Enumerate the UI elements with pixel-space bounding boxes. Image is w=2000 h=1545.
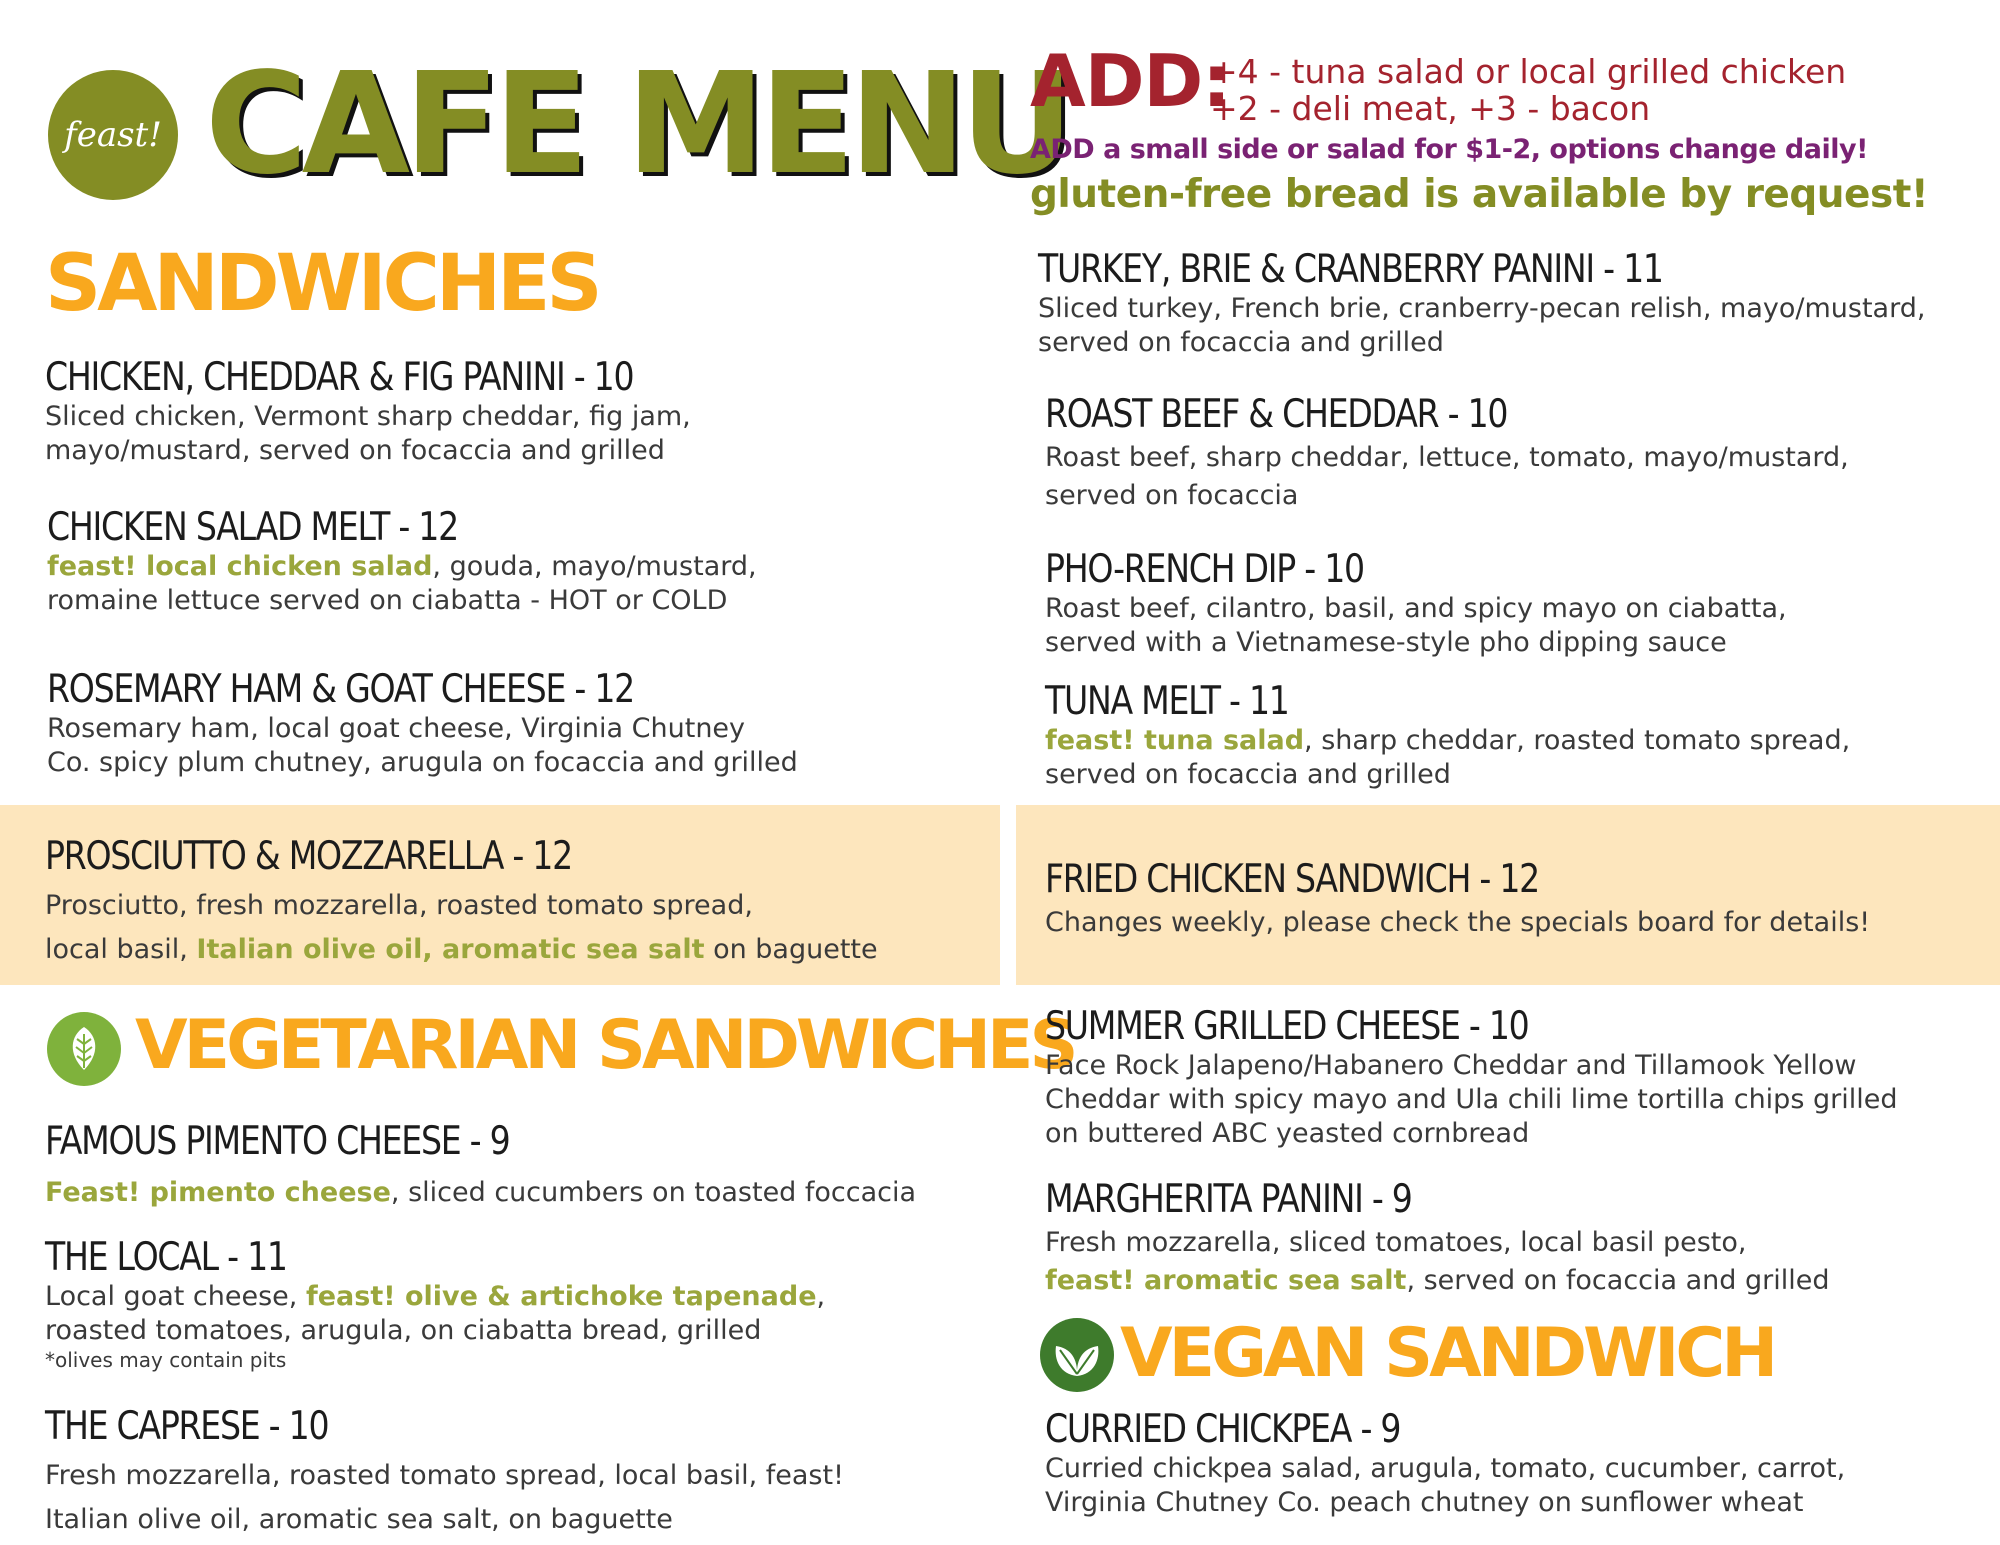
item-desc-text: , sliced cucumbers on toasted foccacia (390, 1177, 917, 1208)
item-desc-line: served on focaccia (1045, 480, 1299, 511)
menu-item-rosemary-ham (47, 668, 798, 780)
item-highlight: feast! local chicken salad (47, 551, 433, 582)
item-desc-line (45, 933, 878, 967)
item-desc-line (45, 1280, 825, 1314)
vegan-heading: VEGAN SANDWICH (1120, 1314, 1775, 1393)
menu-item-pho-rench-dip (1045, 548, 1787, 660)
sandwiches-heading: SANDWICHES (45, 239, 599, 329)
item-name: FRIED CHICKEN SANDWICH - 12 (1045, 857, 1539, 902)
item-desc-line: Sliced chicken, Vermont sharp cheddar, fig jam, (45, 401, 691, 432)
leaves-icon (1040, 1318, 1114, 1392)
item-desc-line: on buttered ABC yeasted cornbread (1045, 1118, 1530, 1149)
add-option-line-1: +4 - tuna salad or local grilled chicken (1210, 52, 1847, 91)
item-desc-line: Curried chickpea salad, arugula, tomato, cucumber, carrot, (1045, 1453, 1846, 1484)
item-highlight: feast! aromatic sea salt (1045, 1265, 1407, 1296)
item-desc-text: Local goat cheese, (45, 1281, 306, 1312)
item-name: PHO-RENCH DIP - 10 (1045, 547, 1364, 592)
menu-item-chicken-salad-melt (47, 506, 757, 618)
menu-item-curried-chickpea (1045, 1408, 1845, 1520)
item-desc-line: Virginia Chutney Co. peach chutney on sunflower wheat (1045, 1487, 1804, 1518)
item-desc-line (47, 550, 757, 584)
menu-item-margherita-panini (1045, 1178, 1830, 1298)
item-name: CHICKEN SALAD MELT - 12 (47, 505, 458, 550)
item-name: CHICKEN, CHEDDAR & FIG PANINI - 10 (45, 355, 634, 400)
item-desc-line: Fresh mozzarella, roasted tomato spread, local basil, feast! (45, 1460, 844, 1491)
item-desc-line: served with a Vietnamese-style pho dipping sauce (1045, 627, 1727, 658)
item-desc-line: served on focaccia and grilled (1045, 759, 1451, 790)
item-desc-text: , sharp cheddar, roasted tomato spread, (1304, 725, 1851, 756)
item-desc-line (1045, 724, 1850, 758)
item-desc-line: Italian olive oil, aromatic sea salt, on baguette (45, 1504, 673, 1535)
item-highlight: Feast! pimento cheese (45, 1177, 391, 1208)
item-name: MARGHERITA PANINI - 9 (1045, 1177, 1412, 1222)
item-highlight: feast! tuna salad (1045, 725, 1305, 756)
item-name: TURKEY, BRIE & CRANBERRY PANINI - 11 (1038, 247, 1663, 292)
item-name: PROSCIUTTO & MOZZARELLA - 12 (45, 834, 572, 879)
gluten-free-note: gluten-free bread is available by request! (1030, 172, 1929, 217)
item-name: THE CAPRESE - 10 (45, 1404, 329, 1449)
item-name: SUMMER GRILLED CHEESE - 10 (1045, 1004, 1529, 1049)
item-name: ROSEMARY HAM & GOAT CHEESE - 12 (47, 667, 634, 712)
item-footnote: *olives may contain pits (45, 1348, 287, 1372)
item-desc-line: roasted tomatoes, arugula, on ciabatta bread, grilled (45, 1315, 762, 1346)
item-desc-text: local basil, (45, 934, 197, 965)
add-heading: ADD: (1030, 39, 1231, 123)
item-desc-line: Co. spicy plum chutney, arugula on focaccia and grilled (47, 747, 798, 778)
menu-item-tuna-melt (1045, 680, 1850, 792)
item-desc-text: , served on focaccia and grilled (1406, 1265, 1830, 1296)
menu-item-turkey-brie (1038, 248, 1925, 360)
item-desc-line: Fresh mozzarella, sliced tomatoes, local basil pesto, (1045, 1227, 1747, 1258)
item-highlight: feast! olive & artichoke tapenade (305, 1281, 817, 1312)
item-desc-line: Cheddar with spicy mayo and Ula chili lime tortilla chips grilled (1045, 1084, 1898, 1115)
menu-item-the-caprese (45, 1405, 844, 1537)
item-name: THE LOCAL - 11 (45, 1235, 287, 1280)
leaf-icon (47, 1012, 121, 1086)
item-desc-line: served on focaccia and grilled (1038, 327, 1444, 358)
item-highlight: Italian olive oil, aromatic sea salt (196, 934, 705, 965)
vegetarian-heading: VEGETARIAN SANDWICHES (135, 1006, 1075, 1085)
page-title: CAFE MENU (205, 43, 1068, 206)
menu-item-pimento-cheese (45, 1120, 916, 1210)
item-name: ROAST BEEF & CHEDDAR - 10 (1045, 392, 1508, 437)
menu-item-the-local (45, 1236, 825, 1372)
item-desc-text: on baguette (704, 934, 878, 965)
item-name: CURRIED CHICKPEA - 9 (1045, 1407, 1401, 1452)
item-name: TUNA MELT - 11 (1045, 679, 1289, 724)
logo-text: feast! (64, 115, 162, 155)
item-desc-line: mayo/mustard, served on focaccia and grilled (45, 435, 665, 466)
feast-logo (48, 70, 178, 200)
add-option-line-2: +2 - deli meat, +3 - bacon (1210, 89, 1651, 128)
item-desc-line: Sliced turkey, French brie, cranberry-pecan relish, mayo/mustard, (1038, 293, 1926, 324)
item-desc-line: Rosemary ham, local goat cheese, Virginia Chutney (47, 713, 746, 744)
menu-item-chicken-cheddar-fig (45, 356, 737, 468)
item-desc-line (1045, 1264, 1830, 1298)
item-desc-line: Roast beef, sharp cheddar, lettuce, tomato, mayo/mustard, (1045, 442, 1849, 473)
item-desc-line: Changes weekly, please check the specials board for details! (1045, 907, 1871, 938)
item-desc-text: , (816, 1281, 826, 1312)
menu-item-fried-chicken (1045, 858, 1870, 940)
item-desc-line: Prosciutto, fresh mozzarella, roasted tomato spread, (45, 890, 753, 921)
item-desc-line: Roast beef, cilantro, basil, and spicy mayo on ciabatta, (1045, 593, 1787, 624)
menu-item-roast-beef (1045, 393, 1849, 513)
menu-item-summer-grilled-cheese (1045, 1005, 1897, 1151)
item-desc-line: romaine lettuce served on ciabatta - HOT or COLD (47, 585, 728, 616)
side-salad-note: ADD a small side or salad for $1-2, options change daily! (1030, 134, 1868, 165)
item-desc-line (45, 1176, 916, 1210)
item-desc-text: , gouda, mayo/mustard, (432, 551, 757, 582)
item-name: FAMOUS PIMENTO CHEESE - 9 (45, 1119, 510, 1164)
item-desc-line: Face Rock Jalapeno/Habanero Cheddar and Tillamook Yellow (1045, 1050, 1857, 1081)
menu-item-prosciutto-mozzarella (45, 835, 878, 967)
